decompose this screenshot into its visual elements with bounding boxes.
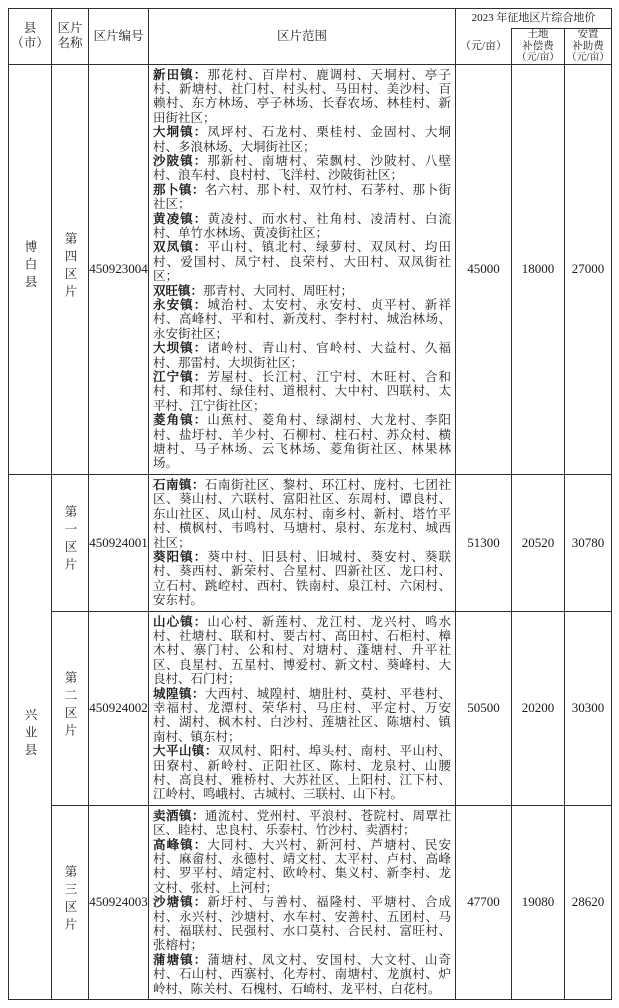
header-zone-code: 区片编号 (89, 9, 149, 65)
header-resettlement (565, 29, 612, 65)
town-entry: 那卜镇：名六村、那卜村、双竹村、石茅村、那卜街社区； (153, 182, 451, 212)
town-entry: 城隍镇：大西村、城隍村、塘肚村、莫村、平巷村、幸福村、龙潭村、荣华村、马庄村、平定村、万安村、湖村、枫木村、白沙村、莲塘社区、陈塘村、镇南村、镇东村； (153, 686, 451, 744)
town-entry: 双凤镇：平山村、镇北村、绿萝村、双凤村、均田村、爱国村、凤宁村、良荣村、大田村、双凤街社区； (153, 240, 451, 284)
table-row (9, 474, 612, 611)
town-entry: 大坝镇：诸岭村、青山村、官岭村、大益村、久福村、那雷村、大坝街社区； (153, 341, 451, 370)
town-entry: 卖酒镇：通流村、党州村、平浪村、苍院村、周覃社区、睦村、忠良村、乐泰村、竹沙村、卖酒村； (153, 808, 451, 838)
town-entry: 菱角镇：山蕉村、菱角村、绿湖村、大龙村、李阳村、盐圩村、羊少村、石柳村、柱石村、苏众村、横塘村、马子林场、云飞林场、菱角街社区、林果林场。 (153, 413, 451, 471)
county-name: 博白县 (23, 240, 37, 293)
zone-code-cell: 450924001 (89, 474, 149, 611)
header-county-line2: （市） (11, 36, 49, 51)
resettle-cell: 30300 (565, 611, 612, 805)
zone-scope-cell (149, 611, 456, 805)
price-cell: 50500 (456, 611, 512, 805)
header-price-group: 2023 年征地区片综合地价 (456, 9, 612, 29)
header-land-comp-unit: （元/亩） (516, 52, 560, 63)
resettle-cell: 28620 (565, 805, 612, 999)
table-header (9, 9, 612, 65)
town-entry: 大垌镇：凤坪村、石龙村、栗桂村、金固村、大垌村、多浪林场、大垌街社区； (153, 125, 451, 154)
town-entry: 大平山镇：双凤村、阳村、埠头村、南村、平山村、田寮村、新岭村、正阳社区、陈村、龙泉村、山腰村、高良村、雅桥村、大苏社区、上阳村、江下村、江岭村、鸣峨村、古城村、三联村、山下村。 (153, 744, 451, 802)
header-resettle-line2: 补助费 (572, 40, 604, 52)
zone-name-cell (52, 611, 89, 805)
header-county-line1: 县 (23, 21, 37, 36)
land-comp-cell: 20200 (512, 611, 565, 805)
resettle-cell: 30780 (565, 474, 612, 611)
zone-scope-cell (149, 474, 456, 611)
header-zone-name-line2: 名称 (57, 36, 83, 51)
zone-name-cell (52, 805, 89, 999)
town-entry: 葵阳镇：葵中村、旧县村、旧城村、葵安村、葵联村、葵西村、新荣村、合星村、四新社区、龙口村、立石村、跳崆村、西村、铁南村、泉江村、六闲村、安东村。 (153, 549, 451, 608)
header-land-comp-line1: 土地 (527, 29, 549, 40)
header-price-unit: （元/亩） (456, 29, 512, 65)
town-entry: 石南镇：石南街社区、黎村、环江村、庞村、七团社区、葵山村、六联村、富阳社区、东周村、谭良村、东山社区、凤山村、凤东村、南乡村、新村、塔竹平村、横枫村、韦鸣村、马塘村、泉村、东龙村、城西社区； (153, 477, 451, 550)
resettle-cell: 27000 (565, 64, 612, 474)
zone-name-cell (52, 474, 89, 611)
header-county (9, 9, 52, 65)
zone-scope-cell (149, 805, 456, 999)
zone-name: 第一区片 (63, 505, 77, 576)
county-cell (9, 474, 52, 999)
zone-name: 第二区片 (63, 670, 77, 741)
land-comp-cell: 19080 (512, 805, 565, 999)
county-name: 兴业县 (23, 708, 37, 761)
price-cell: 45000 (456, 64, 512, 474)
town-entry: 蒲塘镇：蒲塘村、凤文村、安国村、大文村、山奇村、石山村、西寨村、化寿村、南塘村、龙旗村、炉岭村、陈关村、石槐村、石崎村、龙平村、白花村。 (153, 952, 451, 996)
header-resettle-unit: （元/亩） (566, 52, 610, 63)
table-row (9, 64, 612, 474)
zone-name: 第三区片 (63, 864, 77, 935)
header-zone-name-line1: 区片 (57, 21, 83, 36)
zone-code-cell: 450924002 (89, 611, 149, 805)
town-entry: 双旺镇：那青村、大同村、周旺村； (153, 283, 354, 298)
zone-scope-cell (149, 64, 456, 474)
land-comp-cell: 18000 (512, 64, 565, 474)
land-comp-cell: 20520 (512, 474, 565, 611)
land-price-table (8, 8, 612, 1000)
zone-name-cell (52, 64, 89, 474)
town-entry: 山心镇：山心村、新莲村、龙江村、龙兴村、鸣水村、社塘村、联和村、要古村、高田村、石柜村、樟木村、寨门村、公和村、对塘村、蓬塘村、升平社区、良星村、五星村、博爱村、新文村、葵峰村、大良村、石门村； (153, 614, 451, 687)
table-row (9, 611, 612, 805)
town-entry: 新田镇：那花村、百岸村、鹿调村、天垌村、亭子村、新塘村、社门村、村头村、马田村、美沙村、百赖村、东方林场、亭子林场、长春农场、林桂村、新田街社区； (153, 67, 451, 125)
header-resettle-line1: 安置 (577, 29, 599, 40)
price-cell: 47700 (456, 805, 512, 999)
zone-code-cell: 450924003 (89, 805, 149, 999)
town-entry: 黄凌镇：黄凌村、而水村、社角村、凌清村、白流村、单竹水林场、黄凌街社区； (153, 211, 451, 240)
header-land-compensation (512, 29, 565, 65)
town-entry: 沙塘镇：新圩村、与善村、福隆村、平塘村、合成村、永兴村、沙塘村、水车村、安善村、五团村、马村、福联村、民强村、水口莫村、合民村、富旺村、张榕村； (153, 895, 451, 953)
town-entry: 永安镇：城治村、太安村、永安村、贞平村、新祥村、高峰村、平和村、新茂村、李村村、城治林场、永安街社区； (153, 298, 451, 341)
header-zone-scope: 区片范围 (149, 9, 456, 65)
town-entry: 高峰镇：大同村、大兴村、新河村、芦塘村、民安村、麻畲村、永德村、靖文村、太平村、卢村、高峰村、罗平村、靖定村、欧岭村、集义村、新李村、龙文村、张村、上河村； (153, 837, 451, 895)
zone-name: 第四区片 (63, 231, 77, 302)
header-zone-name (52, 9, 89, 65)
town-entry: 江宁镇：芳屋村、长江村、江宁村、木旺村、合和村、和邦村、绿佳村、道根村、大中村、四联村、太平村、江宁街社区； (153, 370, 451, 413)
header-land-comp-line2: 补偿费 (522, 40, 554, 52)
county-cell (9, 64, 52, 474)
table-row (9, 805, 612, 999)
town-entry: 沙陂镇：那新村、南塘村、荣飘村、沙陂村、八壁村、浪车村、良村村、飞洋村、沙陂街社区； (153, 153, 451, 183)
zone-code-cell: 450923004 (89, 64, 149, 474)
price-cell: 51300 (456, 474, 512, 611)
